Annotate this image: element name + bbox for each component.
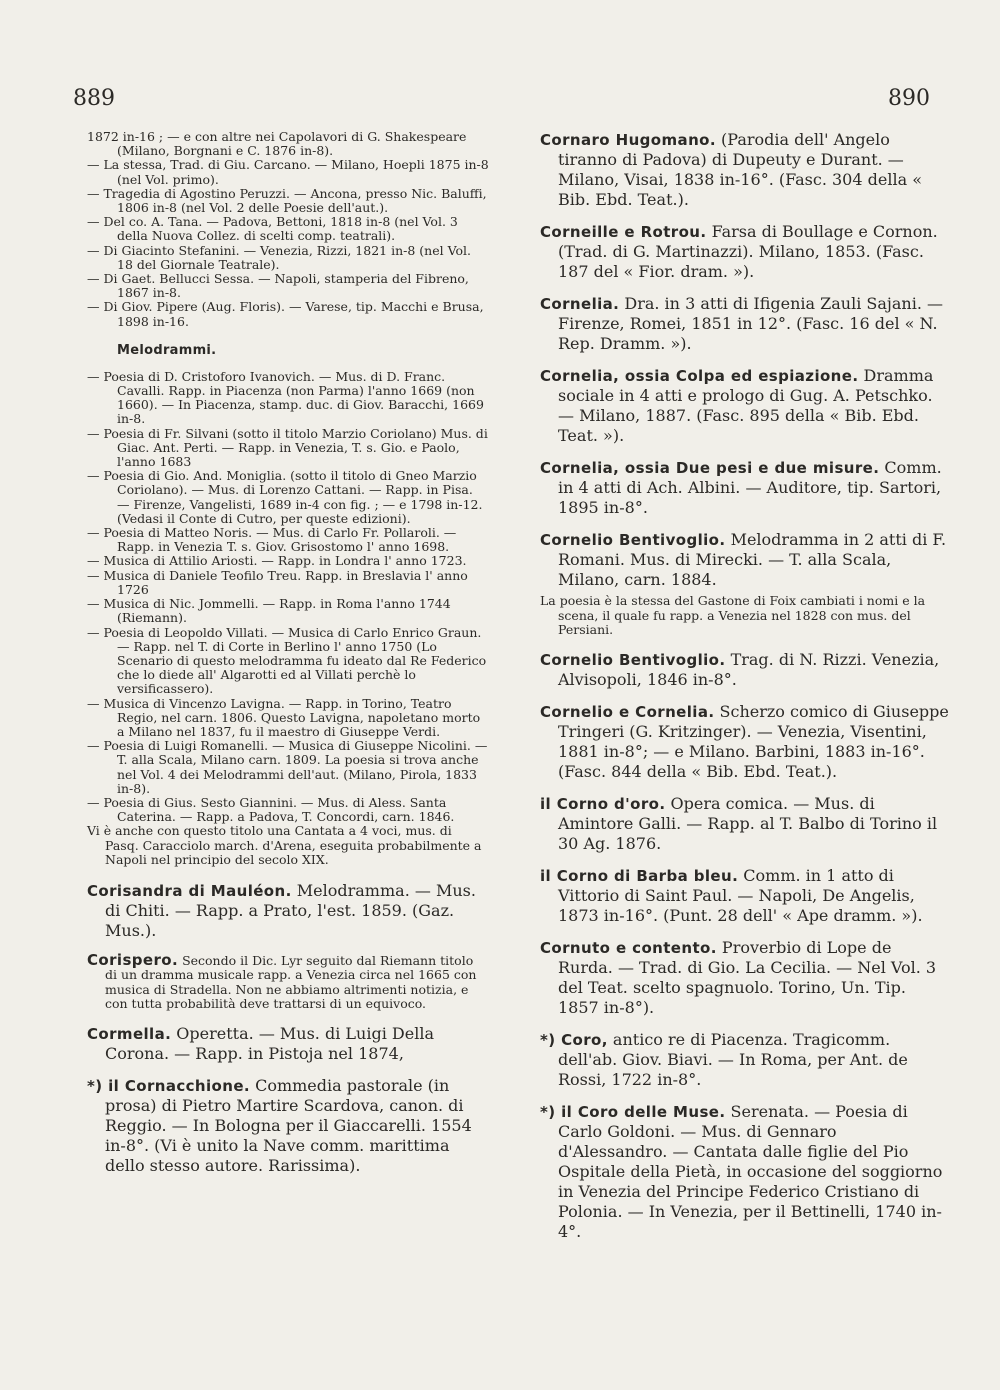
list-item: — Di Giov. Pipere (Aug. Floris). — Varese, tip. Macchi e Brusa, 1898 in-16.	[87, 299, 484, 329]
entry-heading: *) il Cornacchione.	[87, 1076, 250, 1095]
list-item: — Di Gaet. Bellucci Sessa. — Napoli, stamperia del Fibreno, 1867 in-8.	[87, 271, 469, 301]
list-item: — Musica di Attilio Ariosti. — Rapp. in Londra l' anno 1723.	[87, 553, 467, 569]
entry-text: Serenata. — Poesia di Carlo Goldoni. — Mus. di Gennaro d'Alessandro. — Cantata dalle figlie del Pio Ospitale della Pietà, in occasione del soggiorno in Venezia del Principe Federico Cristiano di Polonia. — In Venezia, per il Bettinelli, 1740 in-4°.	[558, 1101, 943, 1241]
entry-text: Operetta. — Mus. di Luigi Della Corona. — Rapp. in Pistoja nel 1874,	[105, 1023, 434, 1063]
entry-cormella	[87, 1024, 489, 1064]
entry-corispero	[87, 950, 489, 1012]
entry-corno-doro	[540, 794, 950, 854]
list-item: — Poesia di Luigi Romanelli. — Musica di Giuseppe Nicolini. — T. alla Scala, Milano carn. 1809. La poesia si trova anche nel Vol. 4 dei Melodrammi dell'aut. (Milano, Pirola, 1833 in-8).	[87, 738, 488, 796]
entry-text: Dra. in 3 atti di Ifigenia Zauli Sajani. — Firenze, Romei, 1851 in 12°. (Fasc. 16 del « N. Rep. Dramm. »).	[558, 294, 943, 353]
entry-cornelia-due-pesi	[540, 458, 950, 518]
list-item: — Musica di Nic. Jommelli. — Rapp. in Roma l'anno 1744 (Riemann).	[87, 596, 451, 626]
entry-heading: Cormella.	[87, 1024, 172, 1043]
entry-heading: Cornaro Hugomano.	[540, 131, 716, 149]
list-item: — Poesia di Fr. Silvani (sotto il titolo Marzio Coriolano) Mus. di Giac. Ant. Perti. — Rapp. in Venezia, T. s. Gio. e Paolo, l'anno 1683	[87, 425, 488, 470]
entry-heading: Cornelio Bentivoglio.	[540, 650, 726, 669]
entry-text: Proverbio di Lope de Rurda. — Trad. di Gio. La Cecilia. — Nel Vol. 3 del Teat. scelto spagnuolo. Torino, Un. Tip. 1857 in-8°).	[558, 937, 937, 1017]
entry-text: Opera comica. — Mus. di Amintore Galli. — Rapp. al T. Balbo di Torino il 30 Ag. 1876.	[558, 793, 938, 853]
entry-heading: Cornelia, ossia Due pesi e due misure.	[540, 459, 880, 477]
entry-heading: *) Coro,	[540, 1030, 608, 1049]
entry-coro-delle-muse	[540, 1102, 950, 1242]
entry-cornelio-bentivoglio-melodramma	[540, 530, 950, 590]
entry-coro	[540, 1030, 950, 1090]
entry-text: La poesia è la stessa del Gastone di Foix cambiati i nomi e la scena, il quale fu rapp. a Venezia nel 1828 con mus. del Persiani.	[540, 593, 926, 637]
entry-cornuto-contento	[540, 938, 950, 1018]
entry-corneille-rotrou	[540, 222, 950, 282]
entry-corisandra	[87, 881, 489, 941]
continuation-list	[87, 130, 489, 329]
entry-cornelio-e-cornelia	[540, 702, 950, 782]
entry-text: Melodramma in 2 atti di F. Romani. Mus. di Mirecki. — T. alla Scala, Milano, carn. 1884.	[558, 530, 947, 589]
entry-text: Melodramma. — Mus. di Chiti. — Rapp. a Prato, l'est. 1859. (Gaz. Mus.).	[105, 880, 476, 940]
right-column	[540, 130, 950, 1254]
section-heading-melodrammi: Melodrammi.	[117, 342, 217, 358]
entry-text: antico re di Piacenza. Tragicomm. dell'ab. Giov. Biavi. — In Roma, per Ant. de Rossi, 1722 in-8°.	[558, 1029, 908, 1089]
entry-heading: Corneille e Rotrou.	[540, 223, 707, 241]
entry-text: Dramma sociale in 4 atti e prologo di Gug. A. Petschko. — Milano, 1887. (Fasc. 895 della « Bib. Ebd. Teat. »).	[558, 366, 934, 445]
entry-text: Secondo il Dic. Lyr seguito dal Riemann titolo di un dramma musicale rapp. a Venezia circa nel 1665 con musica di Stradella. Non ne abbiamo altrimenti notizia, e con tutta probabilità deve trattarsi di un equivoco.	[105, 952, 477, 1012]
entry-text: Scherzo comico di Giuseppe Tringeri (G. Kritzinger). — Venezia, Visentini, 1881 in-8°; — e Milano. Barbini, 1883 in-16°. (Fasc. 844 della « Bib. Ebd. Teat.).	[558, 701, 949, 781]
entry-cornelia-colpa	[540, 366, 950, 446]
list-item: — Musica di Daniele Teofilo Treu. Rapp. in Breslavia l' anno 1726	[87, 567, 468, 597]
page-number-left: 889	[73, 86, 115, 111]
entry-corno-barba-bleu	[540, 866, 950, 926]
entry-heading: il Corno di Barba bleu.	[540, 866, 739, 885]
entry-heading: Cornelia.	[540, 295, 620, 313]
list-item: Vi è anche con questo titolo una Cantata a 4 voci, mus. di Pasq. Caracciolo march. d'Arena, eseguita probabilmente a Napoli nel principio del secolo XIX.	[87, 823, 482, 867]
entry-cornacchione	[87, 1076, 489, 1176]
list-item: — Poesia di Gio. And. Moniglia. (sotto il titolo di Gneo Marzio Coriolano). — Mus. di Lorenzo Cattani. — Rapp. in Pisa. — Firenze, Vangelisti, 1689 in-4 con fig. ; — e 1798 in-12. (Vedasi il Conte di Cutro, per queste edizioni).	[87, 468, 483, 526]
list-item: — Poesia di D. Cristoforo Ivanovich. — Mus. di D. Franc. Cavalli. Rapp. in Piacenza (non Parma) l'anno 1669 (non 1660). — In Piacenza, stamp. duc. di Giov. Baracchi, 1669 in-8.	[87, 368, 484, 427]
entry-cornelio-bentivoglio-trag	[540, 650, 950, 690]
entry-heading: il Corno d'oro.	[540, 794, 666, 813]
list-item: — Musica di Vincenzo Lavigna. — Rapp. in Torino, Teatro Regio, nel carn. 1806. Questo Lavigna, napoletano morto a Milano nel 1837, fu il maestro di Giuseppe Verdi.	[87, 695, 481, 739]
entry-text: (Parodia dell' Angelo tiranno di Padova) di Dupeuty e Durant. — Milano, Visai, 1838 in-16°. (Fasc. 304 della « Bib. Ebd. Teat.).	[558, 130, 922, 209]
list-item: 1872 in-16 ; — e con altre nei Capolavori di G. Shakespeare (Milano, Borgnani e C. 1876 in-8).	[87, 129, 467, 159]
entry-heading: Corispero.	[87, 950, 179, 969]
list-item: — Poesia di Leopoldo Villati. — Musica di Carlo Enrico Graun. — Rapp. nel T. di Corte in Berlino l' anno 1750 (Lo Scenario di questo melodramma fu ideato dal Re Federico che lo diede all' Algarotti ed al Villati perchè lo versificassero).	[87, 624, 487, 697]
entry-heading: Cornelio Bentivoglio.	[540, 531, 726, 549]
entry-cornaro-hugomano	[540, 130, 950, 210]
entry-cornelia	[540, 294, 950, 354]
list-item: — Poesia di Gius. Sesto Giannini. — Mus. di Aless. Santa Caterina. — Rapp. a Padova, T. Concordi, carn. 1846.	[87, 794, 455, 825]
entry-text: Commedia pastorale (in prosa) di Pietro Martire Scardova, canon. di Reggio. — In Bologna per il Giaccarelli. 1554 in-8°. (Vi è unito la Nave comm. marittima dello stesso autore. Rarissima).	[105, 1075, 472, 1175]
page-number-right: 890	[888, 86, 930, 111]
entry-heading: *) il Coro delle Muse.	[540, 1102, 726, 1121]
entry-note	[540, 594, 950, 638]
entry-heading: Corisandra di Mauléon.	[87, 881, 292, 900]
list-item: — Di Giacinto Stefanini. — Venezia, Rizzi, 1821 in-8 (nel Vol. 18 del Giornale Teatrale).	[87, 242, 471, 272]
entry-text: Comm. in 1 atto di Vittorio di Saint Paul. — Napoli, De Angelis, 1873 in-16°. (Punt. 28 dell' « Ape dramm. »).	[558, 865, 923, 925]
entry-heading: Cornelio e Cornelia.	[540, 702, 715, 721]
entry-text: Trag. di N. Rizzi. Venezia, Alvisopoli, 1846 in-8°.	[558, 649, 940, 689]
entry-text: Farsa di Boullage e Cornon. (Trad. di G. Martinazzi). Milano, 1853. (Fasc. 187 del « Fior. dram. »).	[558, 222, 938, 281]
list-item: — La stessa, Trad. di Giu. Carcano. — Milano, Hoepli 1875 in-8 (nel Vol. primo).	[87, 157, 489, 187]
melodrammi-list	[87, 370, 489, 867]
list-item: — Tragedia di Agostino Peruzzi. — Ancona, presso Nic. Baluffi, 1806 in-8 (nel Vol. 2 delle Poesie dell'aut.).	[87, 185, 487, 216]
entry-heading: Cornelia, ossia Colpa ed espiazione.	[540, 367, 859, 385]
entry-text: Comm. in 4 atti di Ach. Albini. — Auditore, tip. Sartori, 1895 in-8°.	[558, 458, 942, 517]
list-item: — Poesia di Matteo Noris. — Mus. di Carlo Fr. Pollaroli. — Rapp. in Venezia T. s. Giov. Grisostomo l' anno 1698.	[87, 525, 457, 555]
left-column	[87, 130, 489, 1188]
entry-heading: Cornuto e contento.	[540, 938, 717, 957]
list-item: — Del co. A. Tana. — Padova, Bettoni, 1818 in-8 (nel Vol. 3 della Nuova Collez. di scelti comp. teatrali).	[87, 214, 458, 244]
